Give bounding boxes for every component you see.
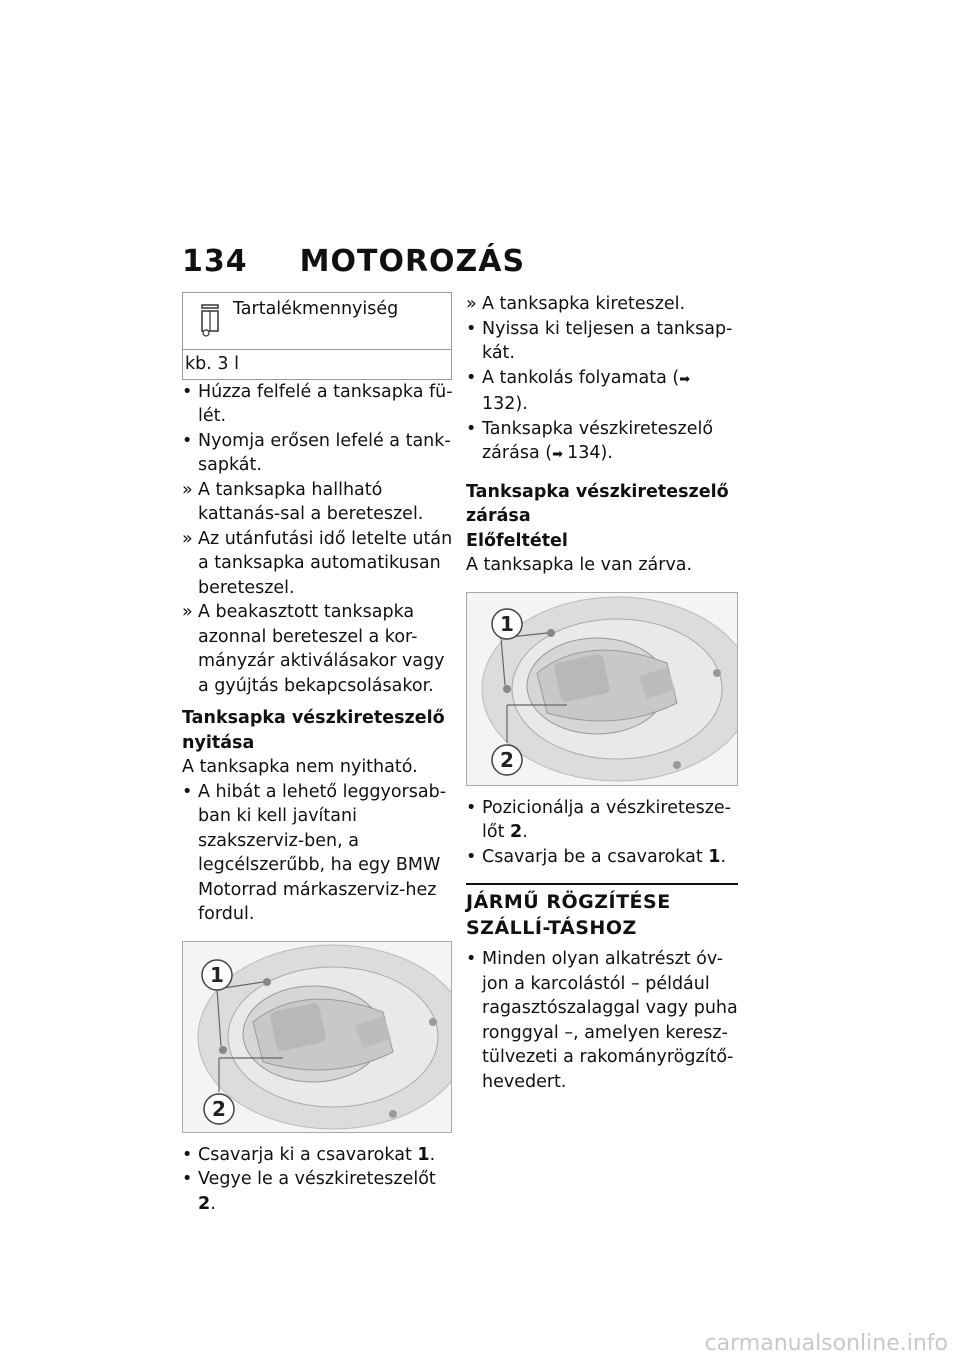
capacity-value: kb. 3 l xyxy=(185,354,239,374)
list-item: » A tanksapka hallható kattanás-sal a bereteszel. xyxy=(182,479,424,524)
page-number: 134 xyxy=(182,244,248,279)
page-header xyxy=(182,244,525,279)
list-item: • Minden olyan alkatrészt óv-jon a karcolástól – például ragasztószalaggal vagy puha ronggyal –, amelyen keresz-tülvezeti a rakományrögzítő-hevedert. xyxy=(466,949,738,1092)
list-item: • Tanksapka vészkireteszelő zárása (➡ 134). xyxy=(466,418,714,463)
left-column xyxy=(182,292,454,1216)
list-item: • Húzza felfelé a tanksapka fü-lét. xyxy=(182,381,453,426)
section-divider xyxy=(466,883,738,941)
figure-label-1: 1 xyxy=(500,611,514,636)
capacity-label: Tartalékmennyiség xyxy=(233,299,399,319)
watermark: carmanualsonline.info xyxy=(704,1331,948,1356)
list-item: • Csavarja be a csavarokat 1. xyxy=(466,846,727,867)
fuel-cap-illustration xyxy=(467,593,737,785)
page-ref-link[interactable]: 132 xyxy=(482,394,516,414)
figure-label-2: 2 xyxy=(212,1096,226,1121)
fuel-canister-icon xyxy=(199,303,221,337)
list-item: • Nyomja erősen lefelé a tank-sapkát. xyxy=(182,430,451,475)
figure-label-2: 2 xyxy=(500,747,514,772)
heading-emergency-open: Tanksapka vészkireteszelő nyitása xyxy=(182,708,445,753)
capacity-table xyxy=(182,292,452,380)
list-item: • Pozicionálja a vészkiretesze-lőt 2. xyxy=(466,797,731,842)
list-item: • Nyissa ki teljesen a tanksap-kát. xyxy=(466,318,733,363)
open-condition: A tanksapka nem nyitható. xyxy=(182,757,418,777)
steps-list-a xyxy=(182,380,454,699)
fuel-cap-figure-1 xyxy=(182,941,452,1133)
list-item: » A tanksapka kireteszel. xyxy=(466,294,686,314)
page-ref-arrow-icon: ➡ xyxy=(679,371,691,387)
fuel-cap-illustration xyxy=(183,942,451,1132)
list-item: » A beakasztott tanksapka azonnal bereteszel a kor-mányzár aktiválásakor vagy a gyújtás bekapcsolásakor. xyxy=(182,602,445,696)
right-column xyxy=(466,292,738,1094)
section-title: MOTOROZÁS xyxy=(299,244,526,279)
list-item: • Vegye le a vészkireteszelőt 2. xyxy=(182,1169,436,1214)
heading-emergency-close: Tanksapka vészkireteszelő zárása xyxy=(466,481,729,526)
section-heading-transport: JÁRMŰ RÖGZÍTÉSE SZÁLLÍ-TÁSHOZ xyxy=(466,891,671,939)
list-item: • A hibát a lehető leggyorsab-ban ki kell javítani szakszerviz-ben, a legcélszerűbb, ha egy BMW Motorrad márkaszerviz-hez fordul. xyxy=(182,781,447,924)
list-item: • A tankolás folyamata (➡ 132). xyxy=(466,367,691,414)
page-ref-arrow-icon: ➡ xyxy=(552,447,568,462)
precondition-text: A tanksapka le van zárva. xyxy=(466,555,693,575)
page-ref-link[interactable]: 134 xyxy=(567,443,601,463)
list-item: • Csavarja ki a csavarokat 1. xyxy=(182,1144,436,1165)
list-item: » Az utánfutási idő letelte után a tanksapka automatikusan bereteszel. xyxy=(182,528,453,598)
fuel-cap-figure-2 xyxy=(466,592,738,786)
precondition-label: Előfeltétel xyxy=(466,530,568,551)
figure-label-1: 1 xyxy=(210,962,224,987)
